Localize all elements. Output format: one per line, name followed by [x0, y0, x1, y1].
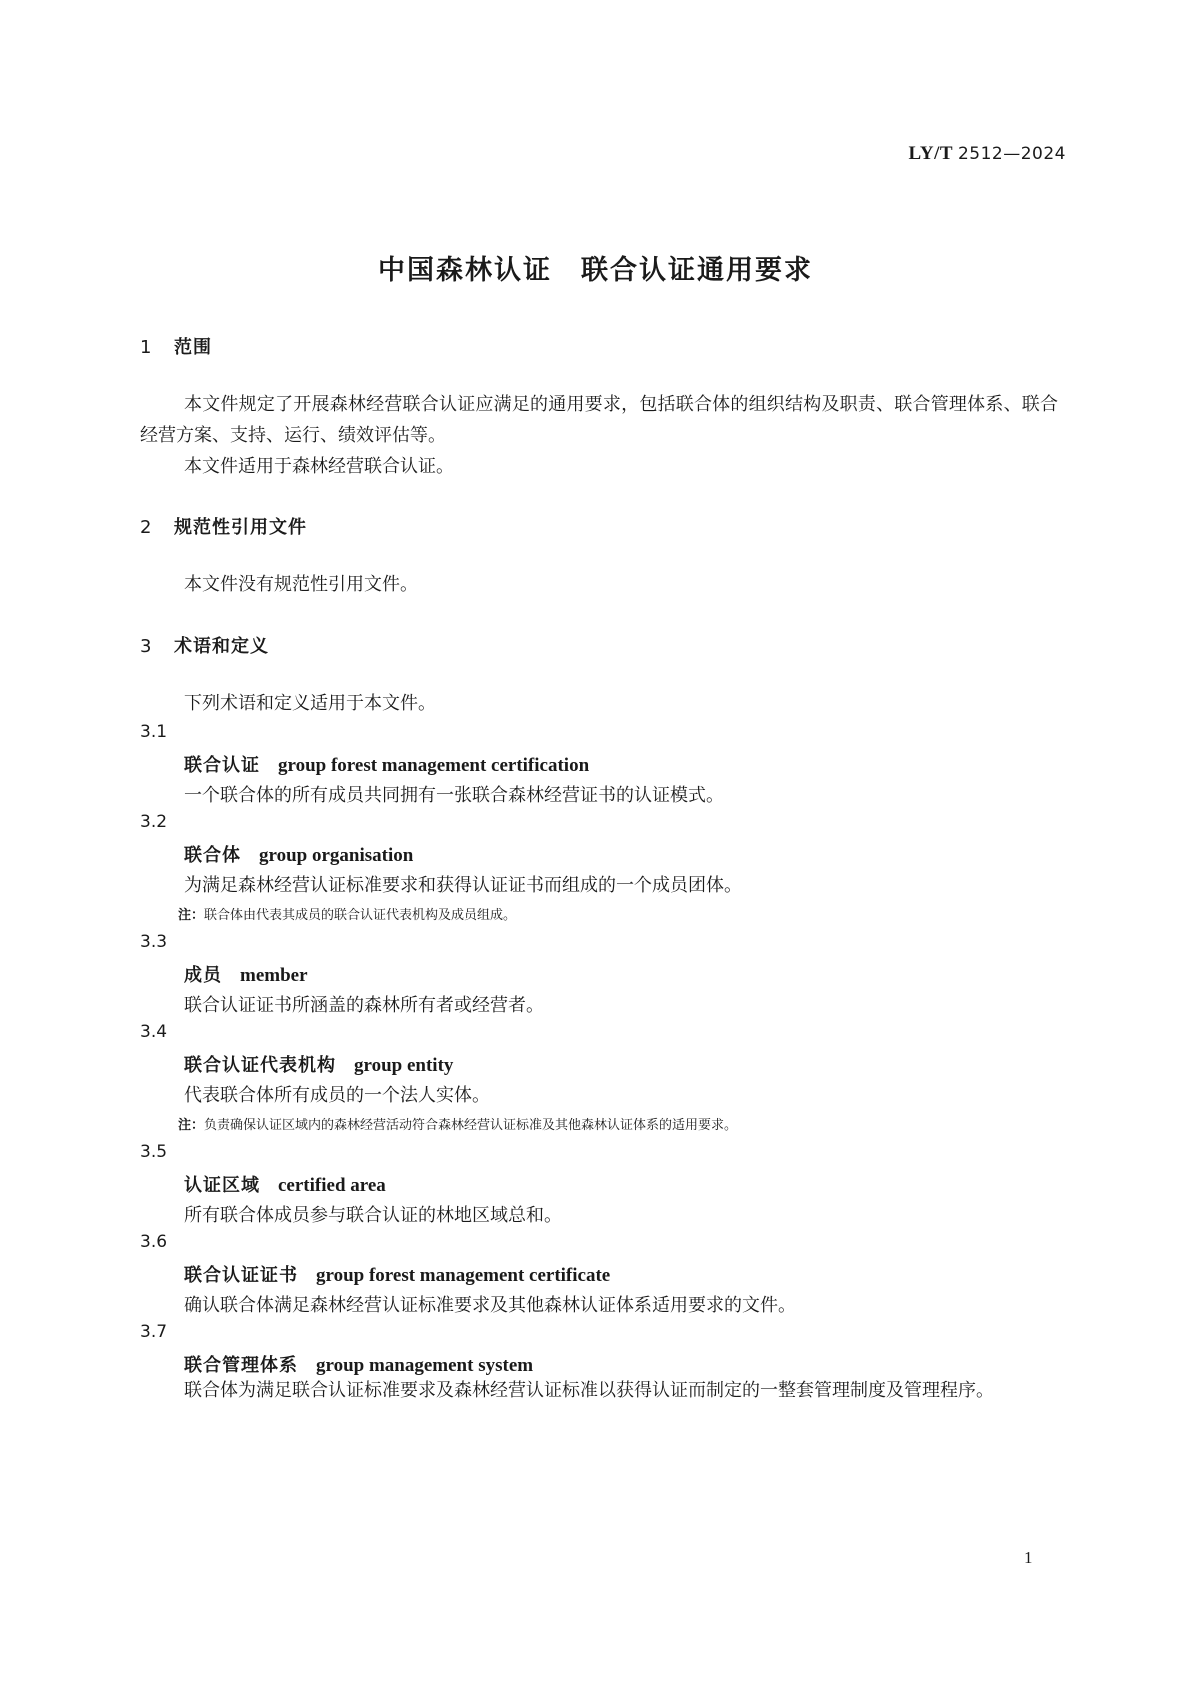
section-3-number: 3 [140, 636, 153, 657]
note-text: 联合体由代表其成员的联合认证代表机构及成员组成。 [204, 908, 517, 923]
term-chinese: 成员 [184, 965, 222, 986]
document-code [908, 143, 1066, 165]
term-chinese: 联合认证证书 [184, 1265, 298, 1286]
note-label: 注： [178, 1118, 205, 1133]
section-1-number: 1 [140, 337, 153, 358]
section-3-intro: 下列术语和定义适用于本文件。 [184, 693, 436, 714]
note-label: 注： [178, 908, 205, 923]
term-definition: 代表联合体所有成员的一个法人实体。 [184, 1085, 490, 1106]
term-heading [184, 1171, 386, 1197]
term-heading [184, 751, 589, 777]
term-heading [184, 1261, 610, 1287]
term-english: certified area [278, 1175, 386, 1196]
term-english: group forest management certification [278, 755, 590, 776]
section-2-number: 2 [140, 517, 153, 538]
section-1-title: 范围 [174, 337, 212, 358]
section-2-title: 规范性引用文件 [174, 517, 307, 538]
document-code-prefix: LY/T [908, 143, 953, 164]
term-number: 3.5 [140, 1142, 168, 1162]
section-1-heading [140, 333, 212, 359]
term-number: 3.3 [140, 932, 168, 952]
section-1-paragraph-1: 本文件规定了开展森林经营联合认证应满足的通用要求，包括联合体的组织结构及职责、联合管理体系、联合经营方案、支持、运行、绩效评估等。 [140, 394, 1058, 446]
term-chinese: 联合认证代表机构 [184, 1055, 336, 1076]
document-title: 中国森林认证 联合认证通用要求 [378, 255, 813, 286]
term-english: member [240, 965, 308, 986]
section-1-paragraph-2: 本文件适用于森林经营联合认证。 [184, 456, 454, 477]
term-chinese: 认证区域 [184, 1175, 260, 1196]
page-number: 1 [1024, 1548, 1033, 1567]
term-heading [184, 1051, 453, 1077]
note-text: 负责确保认证区域内的森林经营活动符合森林经营认证标准及其他森林认证体系的适用要求。 [204, 1118, 738, 1133]
term-definition: 所有联合体成员参与联合认证的林地区域总和。 [184, 1205, 562, 1226]
section-3-heading [140, 632, 269, 658]
term-definition: 一个联合体的所有成员共同拥有一张联合森林经营证书的认证模式。 [184, 785, 724, 806]
term-definition: 为满足森林经营认证标准要求和获得认证证书而组成的一个成员团体。 [184, 875, 742, 896]
term-chinese: 联合认证 [184, 755, 260, 776]
term-number: 3.2 [140, 812, 168, 832]
section-2-paragraph-1: 本文件没有规范性引用文件。 [184, 574, 418, 595]
term-heading [184, 961, 308, 987]
term-heading [184, 1351, 533, 1377]
section-2-heading [140, 513, 307, 539]
document-code-number: 2512—2024 [957, 144, 1066, 164]
term-definition: 联合体为满足联合认证标准要求及森林经营认证标准以获得认证而制定的一整套管理制度及管理程序。 [184, 1380, 994, 1401]
term-number: 3.7 [140, 1322, 168, 1342]
term-definition: 联合认证证书所涵盖的森林所有者或经营者。 [184, 995, 544, 1016]
term-note [178, 904, 516, 923]
term-chinese: 联合管理体系 [184, 1355, 298, 1376]
term-english: group forest management certificate [316, 1265, 611, 1286]
section-3-title: 术语和定义 [174, 636, 269, 657]
term-chinese: 联合体 [184, 845, 241, 866]
term-number: 3.6 [140, 1232, 168, 1252]
term-heading [184, 841, 413, 867]
term-note [178, 1114, 737, 1133]
term-number: 3.4 [140, 1022, 168, 1042]
term-english: group organisation [259, 845, 414, 866]
term-english: group entity [354, 1055, 454, 1076]
term-english: group management system [316, 1355, 534, 1376]
term-definition: 确认联合体满足森林经营认证标准要求及其他森林认证体系适用要求的文件。 [184, 1295, 796, 1316]
term-number: 3.1 [140, 722, 168, 742]
